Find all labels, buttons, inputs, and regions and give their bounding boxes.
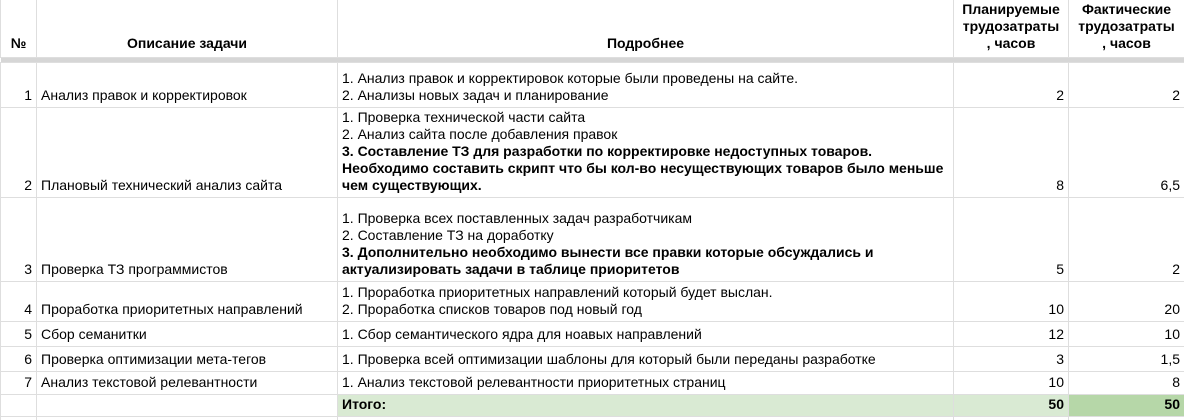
header-cell-details[interactable]: Подробнее [338,0,954,58]
header-cell-actual-hours[interactable] [1069,0,1184,58]
cell-task-details[interactable] [338,322,954,347]
header-planned-line: трудозатраты [962,18,1060,34]
header-cell-description[interactable]: Описание задачи [37,0,338,58]
detail-line: 1. Проверка технической части сайта [342,109,586,125]
header-planned-line: , часов [986,35,1036,51]
total-description-cell[interactable] [37,395,338,417]
detail-line: 1. Проверка всей оптимизации шаблоны для который были переданы разработке [342,351,876,367]
detail-line: 2. Анализы новых задач и планирование [342,87,609,103]
detail-line: 1. Анализ правок и корректировок которые были проведены на сайте. [342,70,799,86]
table-row [1,347,1184,372]
table-row [1,372,1184,395]
cell-task-description[interactable]: Проверка ТЗ программистов [37,198,338,282]
table-row [1,282,1184,322]
total-label-cell[interactable]: Итого: [338,395,954,417]
header-row [1,0,1184,58]
cell-planned-hours[interactable]: 3 [954,347,1069,372]
cell-row-number[interactable]: 7 [1,372,37,395]
detail-line: 2. Анализ сайта после добавления правок [342,126,618,142]
cell-row-number[interactable]: 1 [1,63,37,108]
detail-line: 1. Проверка всех поставленных задач разработчикам [342,210,693,226]
cell-row-number[interactable]: 6 [1,347,37,372]
cell-row-number[interactable]: 5 [1,322,37,347]
detail-line: 1. Анализ текстовой релевантности приоритетных страниц [342,374,726,390]
header-planned-line: Планируемые [962,1,1060,17]
cell-actual-hours[interactable]: 20 [1069,282,1184,322]
detail-line: 3. Составление ТЗ для разработки по корректировке недоступных товаров. Необходимо составить скрипт что бы кол-во несуществующих товаров было меньше чем существующих. [342,143,944,193]
table-row [1,198,1184,282]
cell-actual-hours[interactable]: 6,5 [1069,108,1184,198]
cell-planned-hours[interactable]: 10 [954,282,1069,322]
total-actual-cell[interactable]: 50 [1069,395,1184,417]
cell-task-details[interactable] [338,63,954,108]
cell-task-description[interactable]: Анализ текстовой релевантности [37,372,338,395]
cell-actual-hours[interactable]: 8 [1069,372,1184,395]
cell-planned-hours[interactable]: 2 [954,63,1069,108]
header-actual-line: , часов [1102,35,1151,51]
cell-row-number[interactable]: 4 [1,282,37,322]
cell-planned-hours[interactable]: 12 [954,322,1069,347]
table-row [1,322,1184,347]
cell-planned-hours[interactable]: 8 [954,108,1069,198]
detail-line: 1. Проработка приоритетных направлений который будет выслан. [342,284,773,300]
detail-line: 3. Дополнительно необходимо вынести все правки которые обсуждались и актуализировать задачи в таблице приоритетов [342,244,874,277]
cell-actual-hours[interactable]: 10 [1069,322,1184,347]
detail-line: 2. Проработка списков товаров под новый год [342,301,642,317]
table-body [1,63,1184,395]
cell-task-details[interactable] [338,372,954,395]
total-planned-cell[interactable]: 50 [954,395,1069,417]
header-actual-line: Фактические [1081,1,1172,17]
cell-actual-hours[interactable]: 2 [1069,63,1184,108]
total-number-cell[interactable] [1,395,37,417]
table-row-partial [1,417,1184,420]
cell-task-description[interactable]: Сбор семанитки [37,322,338,347]
cell-task-description[interactable]: Плановый технический анализ сайта [37,108,338,198]
total-row [1,395,1184,417]
cell-row-number[interactable]: 2 [1,108,37,198]
cell-task-details[interactable] [338,198,954,282]
header-actual-line: трудозатраты [1078,18,1175,34]
cell-planned-hours[interactable]: 5 [954,198,1069,282]
cell-task-details[interactable] [338,282,954,322]
table-row [1,63,1184,108]
header-cell-planned-hours[interactable] [954,0,1069,58]
cell-row-number[interactable]: 3 [1,198,37,282]
cell-task-description[interactable]: Анализ правок и корректировок [37,63,338,108]
table-row [1,108,1184,198]
header-cell-number[interactable]: № [1,0,37,58]
cell-actual-hours[interactable]: 2 [1069,198,1184,282]
cell-task-description[interactable]: Проработка приоритетных направлений [37,282,338,322]
cell-task-description[interactable]: Проверка оптимизации мета-тегов [37,347,338,372]
detail-line: 2. Составление ТЗ на доработку [342,227,554,243]
cell-task-details[interactable] [338,108,954,198]
cell-task-details[interactable] [338,347,954,372]
cell-actual-hours[interactable]: 1,5 [1069,347,1184,372]
cell-planned-hours[interactable]: 10 [954,372,1069,395]
detail-line: 1. Сбор семантического ядра для ноавых направлений [342,326,702,342]
